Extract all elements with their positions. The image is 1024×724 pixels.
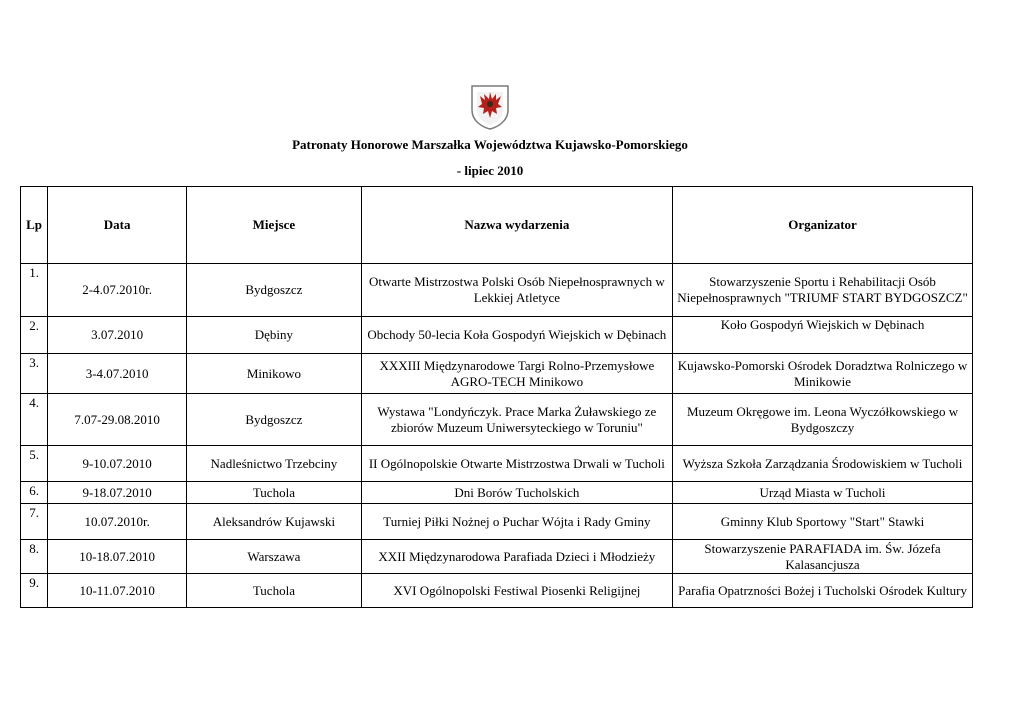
cell-miejsce: Tuchola	[187, 574, 362, 608]
cell-organizator: Stowarzyszenie PARAFIADA im. Św. Józefa Kalasancjusza	[673, 540, 973, 574]
cell-organizator: Urząd Miasta w Tucholi	[673, 482, 973, 504]
cell-nazwa: XVI Ogólnopolski Festiwal Piosenki Religijnej	[361, 574, 672, 608]
table-row	[21, 504, 973, 540]
cell-organizator: Stowarzyszenie Sportu i Rehabilitacji Osób Niepełnosprawnych "TRIUMF START BYDGOSZCZ"	[673, 264, 973, 317]
table-row	[21, 264, 973, 317]
table-header-row	[21, 187, 973, 264]
cell-miejsce: Nadleśnictwo Trzebciny	[187, 446, 362, 482]
cell-nazwa: II Ogólnopolskie Otwarte Mistrzostwa Drwali w Tucholi	[361, 446, 672, 482]
column-header-data: Data	[48, 187, 187, 264]
table-row	[21, 394, 973, 446]
cell-organizator: Parafia Opatrzności Bożej i Tucholski Ośrodek Kultury	[673, 574, 973, 608]
cell-organizator: Koło Gospodyń Wiejskich w Dębinach	[673, 317, 973, 354]
cell-data: 10.07.2010r.	[48, 504, 187, 540]
cell-lp: 6.	[21, 482, 48, 504]
page-title: Patronaty Honorowe Marszałka Województwa Kujawsko-Pomorskiego	[292, 137, 688, 152]
events-table	[20, 186, 973, 608]
cell-miejsce: Tuchola	[187, 482, 362, 504]
cell-data: 9-10.07.2010	[48, 446, 187, 482]
table-row	[21, 482, 973, 504]
cell-miejsce: Aleksandrów Kujawski	[187, 504, 362, 540]
column-header-nazwa: Nazwa wydarzenia	[361, 187, 672, 264]
cell-lp: 1.	[21, 264, 48, 317]
cell-lp: 8.	[21, 540, 48, 574]
cell-organizator: Gminny Klub Sportowy "Start" Stawki	[673, 504, 973, 540]
cell-nazwa: XXII Międzynarodowa Parafiada Dzieci i Młodzieży	[361, 540, 672, 574]
cell-nazwa: Obchody 50-lecia Koła Gospodyń Wiejskich w Dębinach	[361, 317, 672, 354]
page-subtitle: - lipiec 2010	[456, 163, 524, 178]
cell-nazwa: Otwarte Mistrzostwa Polski Osób Niepełnosprawnych w Lekkiej Atletyce	[361, 264, 672, 317]
cell-nazwa: Dni Borów Tucholskich	[361, 482, 672, 504]
cell-miejsce: Minikowo	[187, 354, 362, 394]
cell-lp: 9.	[21, 574, 48, 608]
cell-lp: 2.	[21, 317, 48, 354]
column-header-lp: Lp	[21, 187, 48, 264]
cell-lp: 3.	[21, 354, 48, 394]
column-header-organizator: Organizator	[673, 187, 973, 264]
cell-miejsce: Dębiny	[187, 317, 362, 354]
cell-data: 9-18.07.2010	[48, 482, 187, 504]
cell-lp: 4.	[21, 394, 48, 446]
cell-miejsce: Bydgoszcz	[187, 394, 362, 446]
coat-of-arms-icon	[470, 84, 510, 130]
table-row	[21, 317, 973, 354]
cell-organizator: Kujawsko-Pomorski Ośrodek Doradztwa Rolniczego w Minikowie	[673, 354, 973, 394]
cell-nazwa: Turniej Piłki Nożnej o Puchar Wójta i Rady Gminy	[361, 504, 672, 540]
table-row	[21, 446, 973, 482]
cell-lp: 5.	[21, 446, 48, 482]
cell-miejsce: Warszawa	[187, 540, 362, 574]
cell-data: 10-11.07.2010	[48, 574, 187, 608]
table-row	[21, 540, 973, 574]
cell-data: 3-4.07.2010	[48, 354, 187, 394]
cell-data: 3.07.2010	[48, 317, 187, 354]
table-row	[21, 354, 973, 394]
cell-nazwa: XXXIII Międzynarodowe Targi Rolno-Przemysłowe AGRO-TECH Minikowo	[361, 354, 672, 394]
column-header-miejsce: Miejsce	[187, 187, 362, 264]
cell-lp: 7.	[21, 504, 48, 540]
cell-organizator: Wyższa Szkoła Zarządzania Środowiskiem w Tucholi	[673, 446, 973, 482]
cell-organizator: Muzeum Okręgowe im. Leona Wyczółkowskiego w Bydgoszczy	[673, 394, 973, 446]
cell-nazwa: Wystawa "Londyńczyk. Prace Marka Żuławskiego ze zbiorów Muzeum Uniwersyteckiego w Toruniu"	[361, 394, 672, 446]
cell-miejsce: Bydgoszcz	[187, 264, 362, 317]
cell-data: 10-18.07.2010	[48, 540, 187, 574]
cell-data: 2-4.07.2010r.	[48, 264, 187, 317]
cell-data: 7.07-29.08.2010	[48, 394, 187, 446]
table-row	[21, 574, 973, 608]
